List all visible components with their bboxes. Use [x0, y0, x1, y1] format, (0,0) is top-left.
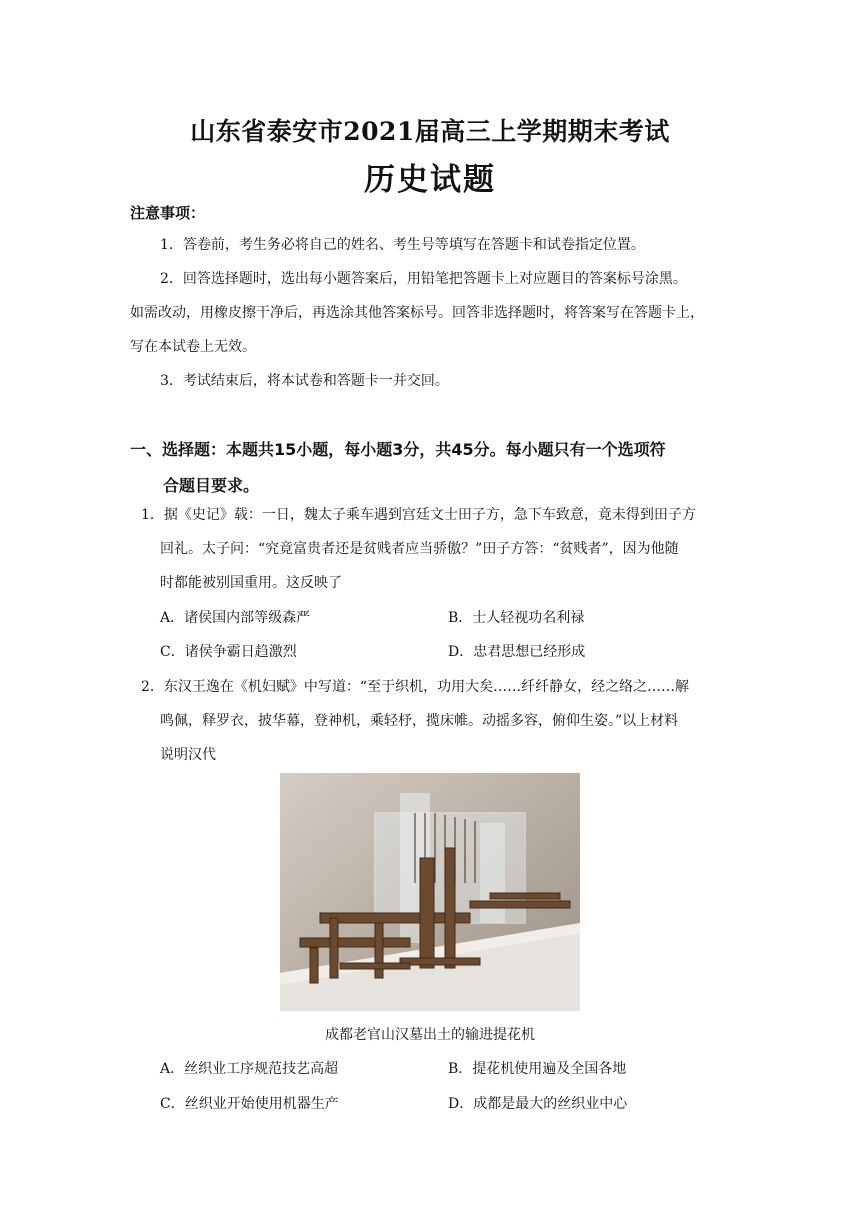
question-1-option-c: C．诸侯争霸日趋激烈	[160, 644, 297, 660]
question-1-line-3: 时都能被别国重用。这反映了	[160, 575, 342, 591]
loom-photo	[280, 773, 580, 1011]
question-2-option-b: B．提花机使用遍及全国各地	[448, 1061, 627, 1077]
question-2-option-c: C．丝织业开始使用机器生产	[160, 1096, 339, 1112]
question-2-line-3: 说明汉代	[160, 747, 216, 763]
question-2-option-a: A．丝织业工序规范技艺高超	[160, 1061, 339, 1077]
question-2-option-d: D．成都是最大的丝织业中心	[448, 1096, 628, 1112]
question-1-option-b: B．士人轻视功名利禄	[448, 610, 585, 626]
question-1-line-2: 回礼。太子问：“究竟富贵者还是贫贱者应当骄傲？”田子方答：“贫贱者”，因为他随	[160, 541, 679, 557]
notice-item-2-line-1: 2．回答选择题时，选出每小题答案后，用铅笔把答题卡上对应题目的答案标号涂黑。	[160, 271, 687, 287]
loom-illustration	[280, 773, 580, 1011]
question-2-line-2: 鸣佩，释罗衣，披华幕，登神机，乘轻杼，揽床帷。动摇多容，俯仰生姿。”以上材料	[160, 713, 679, 729]
question-1-option-a: A．诸侯国内部等级森严	[160, 610, 311, 626]
section-heading-line-1: 一、选择题：本题共15小题，每小题3分，共45分。每小题只有一个选项符	[130, 440, 666, 459]
notice-item-3: 3．考试结束后，将本试卷和答题卡一并交回。	[160, 373, 449, 389]
subject-title: 历史试题	[364, 162, 496, 198]
question-1-line-1: 1．据《史记》载：一日，魏太子乘车遇到宫廷文士田子方，急下车致意，竟未得到田子方	[141, 507, 696, 523]
section-heading	[130, 432, 666, 504]
section-heading-line-2: 合题目要求。	[163, 476, 260, 495]
exam-title: 山东省泰安市2021届高三上学期期末考试	[190, 117, 670, 146]
notice-item-2-line-2: 如需改动，用橡皮擦干净后，再选涂其他答案标号。回答非选择题时，将答案写在答题卡上，	[130, 305, 704, 321]
notice-item-1: 1．答卷前，考生务必将自己的姓名、考生号等填写在答题卡和试卷指定位置。	[160, 237, 645, 253]
question-1-option-d: D．忠君思想已经形成	[448, 644, 586, 660]
question-2-line-1: 2．东汉王逸在《机妇赋》中写道：“至于织机，功用大矣……纤纤静女，经之络之……解	[141, 679, 690, 695]
notice-item-2-line-3: 写在本试卷上无效。	[130, 339, 256, 355]
notice-heading: 注意事项：	[130, 204, 206, 222]
image-caption: 成都老官山汉墓出土的输进提花机	[325, 1027, 535, 1043]
